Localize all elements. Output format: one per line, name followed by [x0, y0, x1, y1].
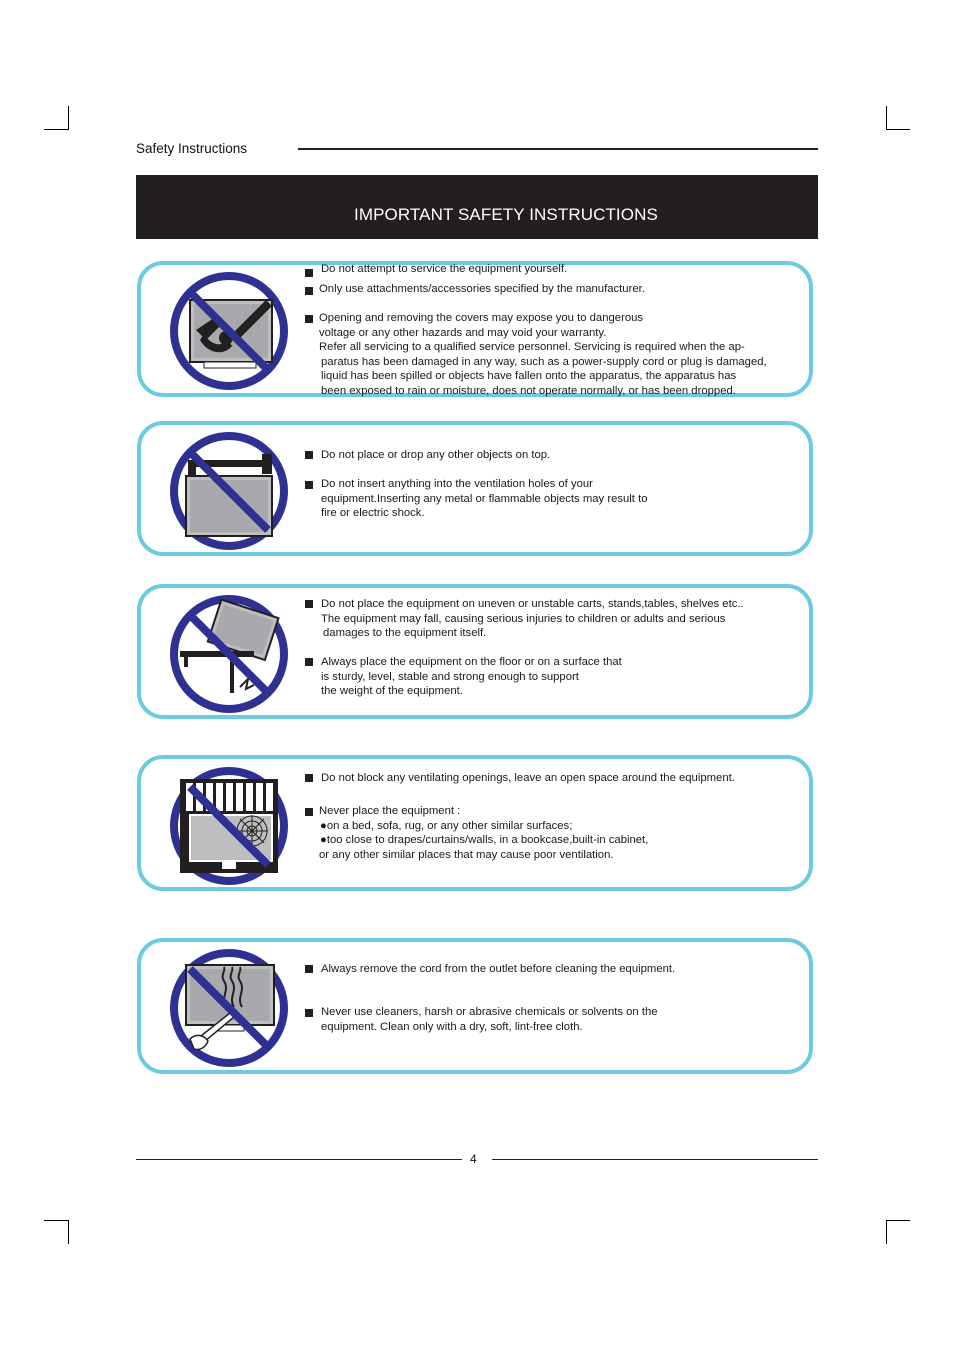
instruction-line: Do not attempt to service the equipment yourself.: [321, 263, 568, 275]
no-chemical-cleaners-icon: [168, 947, 290, 1069]
instruction-line: ●too close to drapes/curtains/walls, in a bookcase,built-in cabinet,: [320, 834, 649, 847]
instruction-line: damages to the equipment itself.: [323, 627, 487, 640]
instruction-line: The equipment may fall, causing serious injuries to children or adults and serious: [321, 612, 726, 625]
instruction-line: Refer all servicing to a qualified service personnel. Servicing is required when the ap-: [319, 341, 745, 354]
bullet-square: [305, 808, 313, 816]
bullet-square: [305, 600, 313, 608]
instruction-line: Never use cleaners, harsh or abrasive chemicals or solvents on the: [321, 1006, 658, 1018]
instruction-item: [319, 282, 645, 297]
instruction-item: [321, 597, 744, 641]
banner-title: IMPORTANT SAFETY INSTRUCTIONS: [354, 205, 658, 224]
instruction-item: [321, 962, 675, 977]
page-number: 4: [470, 1152, 477, 1166]
instruction-line: Do not insert anything into the ventilation holes of your: [321, 478, 593, 490]
title-banner: [136, 175, 818, 239]
no-unstable-surface-icon: [168, 593, 290, 715]
instruction-line: been exposed to rain or moisture, does not operate normally, or has been dropped.: [321, 384, 736, 397]
instruction-line: Always place the equipment on the floor or on a surface that: [321, 656, 622, 668]
instruction-item: [321, 477, 648, 521]
instruction-item: [321, 655, 622, 699]
instruction-item: [321, 262, 567, 277]
instruction-line: Always remove the cord from the outlet before cleaning the equipment.: [321, 963, 676, 975]
instruction-line: Only use attachments/accessories specified by the manufacturer.: [319, 283, 645, 295]
crop-mark-bottom-left-v: [68, 1220, 69, 1244]
bullet-square: [305, 481, 313, 489]
instruction-line: Do not place the equipment on uneven or unstable carts, stands,tables, shelves etc..: [321, 598, 744, 610]
bullet-square: [305, 774, 313, 782]
instruction-line: equipment.Inserting any metal or flammable objects may result to: [321, 492, 648, 505]
instruction-line: the weight of the equipment.: [321, 685, 463, 698]
instruction-line: ●on a bed, sofa, rug, or any other similar surfaces;: [320, 819, 573, 832]
instruction-line: Do not block any ventilating openings, leave an open space around the equipment.: [321, 772, 735, 784]
instruction-line: voltage or any other hazards and may void your warranty.: [319, 326, 607, 339]
bullet-square: [305, 658, 313, 666]
instruction-line: Never place the equipment :: [319, 805, 461, 817]
instruction-line: paratus has been damaged in any way, such as a power-supply cord or plug is damaged,: [321, 355, 767, 368]
instruction-line: liquid has been spilled or objects have fallen onto the apparatus, the apparatus has: [321, 370, 737, 383]
instruction-line: Opening and removing the covers may expose you to dangerous: [319, 312, 644, 324]
crop-mark-bottom-left-h: [44, 1220, 68, 1221]
instruction-item: [319, 311, 767, 399]
bullet-square: [305, 965, 313, 973]
section-title: Safety Instructions: [136, 141, 248, 156]
crop-mark-top-right-h: [886, 129, 910, 130]
instruction-line: equipment. Clean only with a dry, soft, lint-free cloth.: [321, 1020, 583, 1033]
crop-mark-bottom-right-h: [886, 1220, 910, 1221]
footer-rule-right: [492, 1159, 818, 1160]
bullet-square: [305, 269, 313, 277]
instruction-line: or any other similar places that may cause poor ventilation.: [319, 848, 614, 861]
instruction-item: [321, 771, 735, 786]
no-blocked-ventilation-icon: [168, 765, 290, 887]
instruction-item: [321, 1005, 658, 1034]
instruction-item: [319, 804, 648, 862]
bullet-square: [305, 315, 313, 323]
no-service-tools-icon: [168, 270, 290, 392]
crop-mark-top-right-v: [886, 106, 887, 130]
instruction-line: fire or electric shock.: [321, 507, 425, 520]
no-objects-on-top-icon: [168, 430, 290, 552]
crop-mark-top-left-v: [68, 106, 69, 130]
instruction-item: [321, 448, 550, 463]
bullet-square: [305, 1009, 313, 1017]
crop-mark-top-left-h: [44, 129, 68, 130]
instruction-line: Do not place or drop any other objects on top.: [321, 449, 551, 461]
bullet-square: [305, 451, 313, 459]
header-rule: [298, 148, 818, 150]
instruction-line: is sturdy, level, stable and strong enough to support: [321, 670, 579, 683]
footer-rule-left: [136, 1159, 462, 1160]
crop-mark-bottom-right-v: [886, 1220, 887, 1244]
bullet-square: [305, 287, 313, 295]
